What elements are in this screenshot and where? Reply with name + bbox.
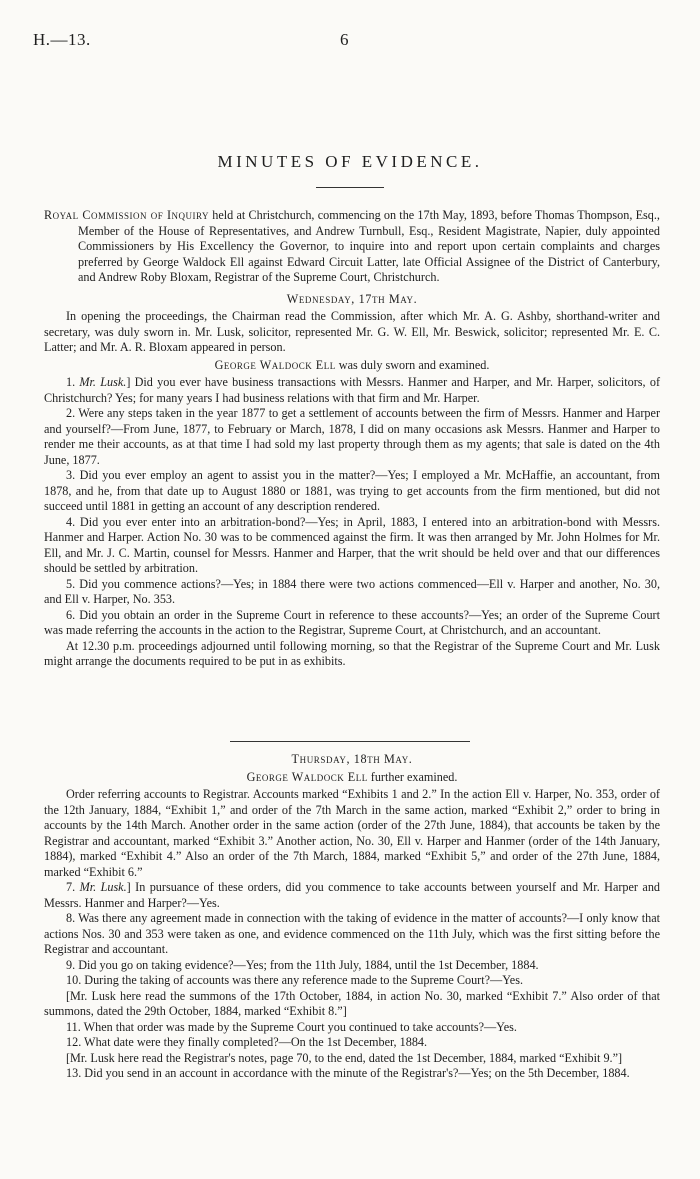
- witness-name: George Waldock Ell: [214, 357, 336, 372]
- order-paragraph: Order referring accounts to Registrar. Accounts marked “Exhibits 1 and 2.” In the action Ell v. Harper, No. 353, order of the 12th January, 1884, “Exhibit 1,” and order of the 7th March in the same action, marked “Exhibit 2,” order to bring in accounts by the 14th March. Another order in the same action (order of the 27th June, 1884), that accounts be taken by the Registrar and accountant, marked “Exhibit 3.” Another action, No. 30, Ell v. Harper and Hanmer (order of the 14th January, 1884), marked “Exhibit 4.” Also an order of the 7th March, 1884, marked “Exhibit 5,” and order of the 27th June, 1884, marked “Exhibit 6.”: [44, 787, 660, 879]
- question-5: 5. Did you commence actions?—Yes; in 1884 there were two actions commenced—Ell v. Harper and another, No. 30, and Ell v. Harper, No. 353.: [44, 576, 660, 606]
- day-heading-wednesday: Wednesday, 17th May.: [286, 291, 418, 306]
- question-13: 13. Did you send in an account in accordance with the minute of the Registrar's?—Yes; on the 5th December, 1884.: [66, 1066, 630, 1080]
- question-8: 8. Was there any agreement made in connection with the taking of evidence in the matter of accounts?—I only know that actions Nos. 30 and 353 were taken as one, and evidence commenced on the 11th July, which was the first sitting before the Registrar and accountant.: [44, 911, 660, 956]
- question-9: 9. Did you go on taking evidence?—Yes; from the 11th July, 1884, until the 1st December, 1884.: [66, 957, 539, 972]
- section-second-day: [44, 746, 660, 1082]
- witness-further-examined: [44, 770, 660, 786]
- commission-paragraph: [44, 208, 660, 286]
- speaker: Mr. Lusk.: [79, 375, 127, 389]
- title-rule: [316, 187, 384, 188]
- page-number: 6: [340, 30, 349, 49]
- opening-paragraph: In opening the proceedings, the Chairman read the Commission, after which Mr. A. G. Ashby, shorthand-writer and secretary, was duly sworn in. Mr. Lusk, solicitor, represented Mr. G. W. Ell, Mr. Beswick, solicitor; represented Mr. E. C. Latter; and Mr. A. R. Bloxam appeared in person.: [44, 309, 660, 354]
- commission-text: held at Christchurch, commencing on the 17th May, 1893, before Thomas Thompson, Esq., Member of the House of Representatives, and Andrew Turnbull, Esq., Resident Magistrate, Napier, duly appointed Commissioners by His Excellency the Governor, to inquire into and report upon certain complaints and charges preferred by George Waldock Ell against Edward Circuit Latter, late Official Assignee of the District of Canterbury, and Andrew Roby Bloxam, Registrar of the Supreme Court, Christchurch.: [78, 208, 660, 284]
- adjournment-note: At 12.30 p.m. proceedings adjourned until following morning, so that the Registrar of the Supreme Court and Mr. Lusk might arrange the documents required to be put in as exhibits.: [44, 638, 660, 668]
- witness-status: further examined.: [367, 769, 458, 784]
- question-6: 6. Did you obtain an order in the Supreme Court in reference to these accounts?—Yes; an order of the Supreme Court was made referring the accounts in the action to the Registrar, Supreme Court, at Christchurch, and an accountant.: [44, 607, 660, 637]
- witness-name: George Waldock Ell: [246, 769, 368, 784]
- question-1: [44, 375, 660, 406]
- witness-status: was duly sworn and examined.: [335, 357, 490, 372]
- question-number: 1.: [66, 375, 80, 389]
- section-first-day: [44, 208, 660, 670]
- witness-sworn: [44, 358, 660, 374]
- question-10: 10. During the taking of accounts was there any reference made to the Supreme Court?—Yes.: [66, 973, 524, 987]
- commission-lead: Royal Commission of Inquiry: [44, 208, 210, 222]
- question-12: 12. What date were they finally completed?—On the 1st December, 1884.: [66, 1035, 428, 1049]
- question-11: 11. When that order was made by the Supreme Court you continued to take accounts?—Yes.: [66, 1019, 517, 1034]
- page-title: MINUTES OF EVIDENCE.: [217, 152, 483, 171]
- speaker: Mr. Lusk.: [79, 880, 127, 894]
- question-text: ] Did you ever have business transactions with Messrs. Hanmer and Harper, and Mr. Harper, solicitors, of Christchurch? Yes; for many years I had business relations with that firm and Mr. Harper.: [44, 375, 660, 405]
- question-3: 3. Did you ever employ an agent to assist you in the matter?—Yes; I employed a Mr. McHaffie, an accountant, from 1878, and he, from that date up to August 1880 or 1881, was trying to get accounts from the firm mentioned, but did not succeed until 1881 in getting an account of any description rendered.: [44, 468, 660, 513]
- question-number: 7.: [66, 880, 80, 894]
- report-reference: H.—13.: [33, 30, 91, 49]
- bracket-note-1: [Mr. Lusk here read the summons of the 17th October, 1884, in action No. 30, marked “Exhibit 7.” Also order of that summons, dated the 29th October, 1884, marked “Exhibit 8.”]: [44, 988, 660, 1018]
- day-heading-thursday: Thursday, 18th May.: [291, 752, 413, 766]
- question-2: 2. Were any steps taken in the year 1877 to get a settlement of accounts between the firm of Messrs. Hanmer and Harper and yourself?—From June, 1877, to February or March, 1878, I did on many occasions ask Messrs. Hanmer and Harper to render me their accounts, as at that time I had sold my last property through them as my agents; that sale is dated on the 4th June, 1877.: [44, 406, 660, 467]
- question-7: [44, 880, 660, 911]
- question-text: ] In pursuance of these orders, did you commence to take accounts between yourself and Mr. Harper and Messrs. Hanmer and Harper?—Yes.: [44, 880, 661, 910]
- question-4: 4. Did you ever enter into an arbitration-bond?—Yes; in April, 1883, I entered into an arbitration-bond with Messrs. Hanmer and Harper. Action No. 30 was to be commenced against the firm. It was then arranged by Mr. John Holmes for Mr. Ell, and Mr. J. C. Martin, counsel for Messrs. Hanmer and Harper, that the writ should be held over and that our differences should be settled by arbitration.: [44, 514, 660, 575]
- section-rule: [230, 741, 470, 742]
- bracket-note-2: [Mr. Lusk here read the Registrar's notes, page 70, to the end, dated the 1st December, 1884, marked “Exhibit 9.”]: [66, 1050, 623, 1065]
